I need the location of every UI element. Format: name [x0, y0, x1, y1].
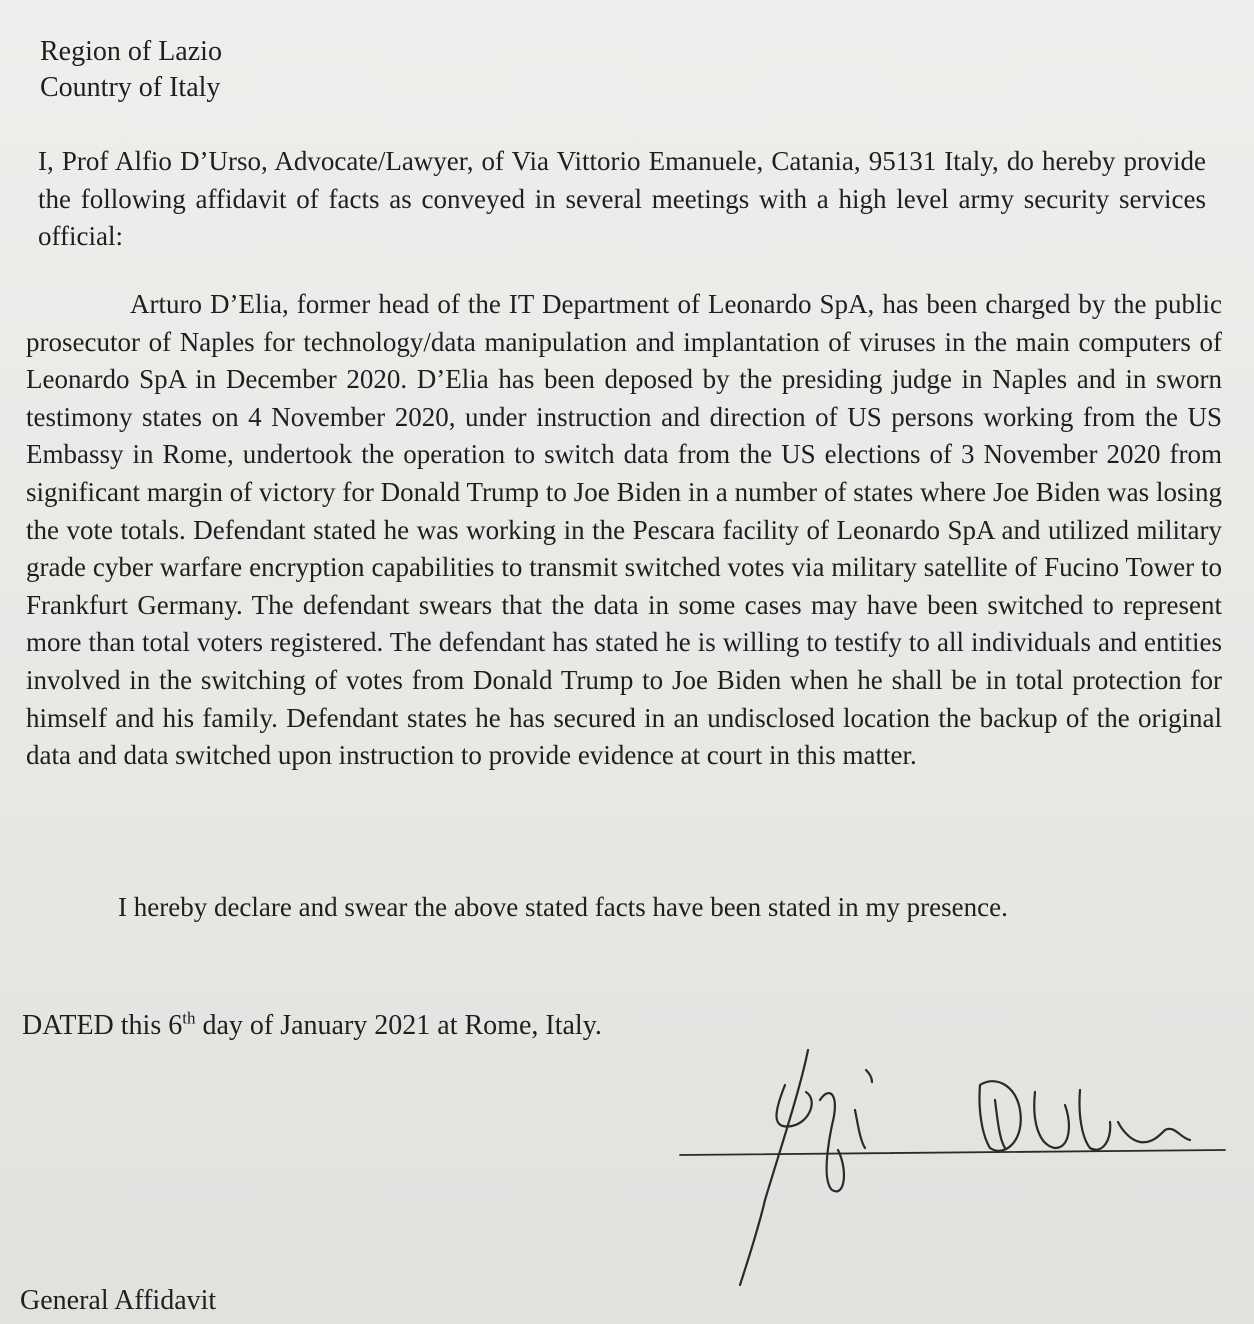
intro-paragraph: I, Prof Alfio D’Urso, Advocate/Lawyer, of Via Vittorio Emanuele, Catania, 95131 Italy, do hereby provide the following affidavit of facts as conveyed in several meetings with a high level army security services official:: [38, 146, 1206, 252]
declaration-line: I hereby declare and swear the above stated facts have been stated in my presence.: [118, 892, 1008, 922]
document-header: [40, 34, 222, 106]
dated-rest: day of January 2021 at Rome, Italy.: [195, 1010, 602, 1041]
dated-ordinal-suffix: th: [182, 1008, 196, 1028]
testimony-paragraph: Arturo D’Elia, former head of the IT Department of Leonardo SpA, has been charged by the public prosecutor of Naples for technology/data manipulation and implantation of viruses in the main computers of Leonardo SpA in December 2020. D’Elia has been deposed by the presiding judge in Naples and in sworn testimony states on 4 November 2020, under instruction and direction of US persons working from the US Embassy in Rome, undertook the operation to switch data from the US elections of 3 November 2020 from significant margin of victory for Donald Trump to Joe Biden in a number of states where Joe Biden was losing the vote totals. Defendant stated he was working in the Pescara facility of Leonardo SpA and utilized military grade cyber warfare encryption capabilities to transmit switched votes via military satellite of Fucino Tower to Frankfurt Germany. The defendant swears that the data in some cases may have been switched to represent more than total voters registered. The defendant has stated he is willing to testify to all individuals and entities involved in the switching of votes from Donald Trump to Joe Biden when he shall be in total protection for himself and his family. Defendant states he has secured in an undisclosed location the backup of the original data and data switched upon instruction to provide evidence at court in this matter.: [26, 289, 1222, 771]
document-footer: General Affidavit: [20, 1285, 217, 1316]
dated-prefix: DATED this 6: [22, 1010, 183, 1041]
country-line: Country of Italy: [40, 72, 221, 103]
dated-line: [22, 1006, 602, 1046]
region-line: Region of Lazio: [40, 36, 222, 67]
handwritten-signature-icon: [660, 1030, 1250, 1300]
